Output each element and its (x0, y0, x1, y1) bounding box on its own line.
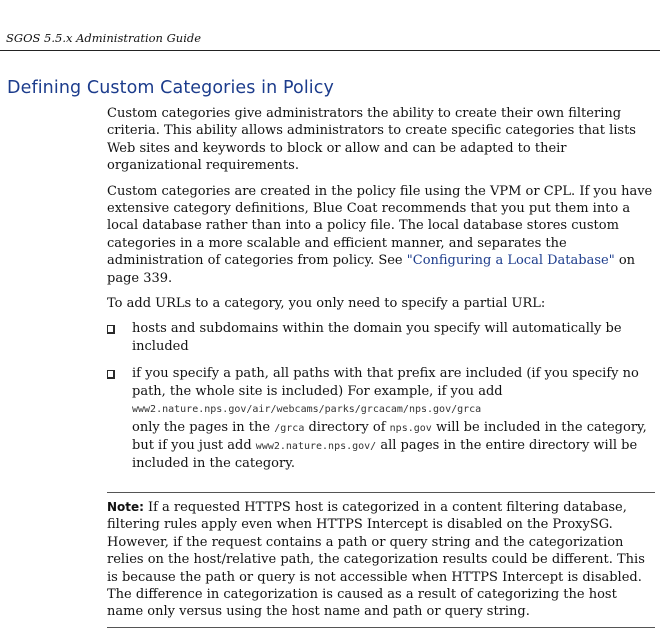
list-item (107, 365, 655, 472)
directory-code: /grca (274, 422, 305, 434)
header-rule (0, 50, 660, 51)
domain-code: nps.gov (389, 422, 432, 434)
example-url-code: www2.nature.nps.gov/air/webcams/parks/grcacam/nps.gov/grca (132, 404, 482, 416)
section-title: Defining Custom Categories in Policy (7, 78, 334, 98)
paragraph-local-database-page-ref: on page 339. (107, 253, 636, 286)
bullet-path-text-2: only the pages in the (132, 419, 275, 435)
running-header: SGOS 5.5.x Administration Guide (6, 31, 202, 45)
list-item (107, 320, 655, 355)
body-text (107, 105, 655, 483)
paragraph-add-urls: To add URLs to a category, you only need to specify a partial URL: (107, 296, 546, 312)
bullet-hosts-text: hosts and subdomains within the domain you specify will automatically be included (132, 321, 622, 354)
square-bullet-icon (107, 325, 115, 334)
bullet-path-text-5: all pages in the entire directory will be included in the category. (132, 437, 638, 472)
host-code: www2.nature.nps.gov/ (255, 440, 377, 452)
note-text: If a requested HTTPS host is categorized in a content filtering database, filtering rules apply even when HTTPS Intercept is disabled on the ProxySG. However, if the request contains a path or query string and the categorization relies on the host/relative path, the categorization results could be different. This is because the path or query is not accessible when HTTPS Intercept is disabled. The difference in categorization is caused as a result of categorizing the host name only versus using the host name and path or query string. (107, 500, 645, 620)
paragraph-local-database (107, 183, 655, 287)
note-label: Note: (107, 500, 144, 514)
paragraph-local-database-text: Custom categories are created in the policy file using the VPM or CPL. If you have extensive category definitions, Blue Coat recommends that you put them into a local database rather than into a policy file. The local database stores custom categories in a more scalable and efficient manner, and separates the administration of categories from policy. See (107, 183, 653, 269)
url-rules-list (107, 320, 655, 472)
bullet-path-text-4: will be included in the category, but if you just add (132, 419, 647, 453)
bullet-path-text: if you specify a path, all paths with that prefix are included (if you specify no path, the whole site is included) For example, if you add (132, 366, 639, 399)
square-bullet-icon (107, 370, 115, 379)
note-block (107, 492, 655, 628)
configuring-local-database-link[interactable]: "Configuring a Local Database" (406, 253, 615, 269)
bullet-path-text-3: directory of (304, 419, 390, 435)
paragraph-intro: Custom categories give administrators the ability to create their own filtering criteria. This ability allows administrators to create specific categories that lists Web sites and keywords to block or allow and can be adapted to their organizational requirements. (107, 106, 636, 174)
